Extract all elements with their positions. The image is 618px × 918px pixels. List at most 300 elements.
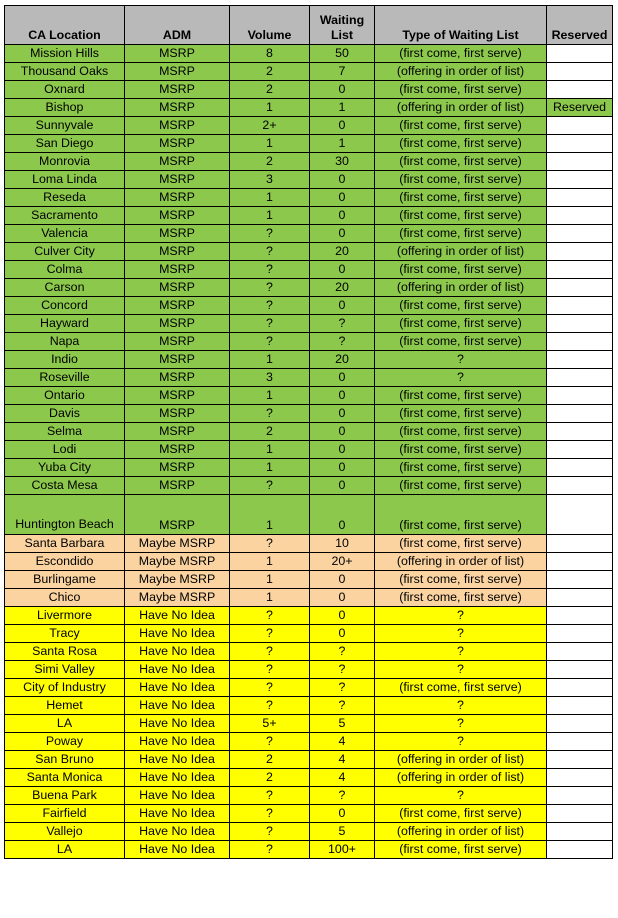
cell-adm: Maybe MSRP [125,535,230,553]
cell-type-of-waiting-list: (offering in order of list) [375,751,547,769]
table-row [5,243,613,261]
cell-waiting-list: 0 [310,607,375,625]
cell-volume: 1 [230,99,310,117]
cell-volume: ? [230,225,310,243]
cell-waiting-list: 100+ [310,841,375,859]
cell-reserved [547,207,613,225]
cell-type-of-waiting-list: (first come, first serve) [375,297,547,315]
cell-waiting-list: 0 [310,423,375,441]
table-header [5,6,613,45]
cell-type-of-waiting-list: (first come, first serve) [375,459,547,477]
cell-reserved [547,661,613,679]
cell-adm: Maybe MSRP [125,589,230,607]
cell-reserved [547,279,613,297]
cell-volume: ? [230,607,310,625]
cell-type-of-waiting-list: ? [375,625,547,643]
cell-volume: ? [230,823,310,841]
cell-volume: ? [230,261,310,279]
cell-ca-location: Costa Mesa [5,477,125,495]
cell-waiting-list: 0 [310,369,375,387]
cell-reserved [547,769,613,787]
cell-ca-location: Concord [5,297,125,315]
cell-type-of-waiting-list: ? [375,369,547,387]
cell-volume: ? [230,315,310,333]
cell-volume: ? [230,841,310,859]
cell-adm: MSRP [125,495,230,535]
cell-volume: ? [230,733,310,751]
cell-volume: 1 [230,441,310,459]
table-row [5,117,613,135]
cell-type-of-waiting-list: ? [375,351,547,369]
cell-volume: 1 [230,351,310,369]
cell-ca-location: Ontario [5,387,125,405]
cell-waiting-list: 0 [310,625,375,643]
cell-waiting-list: ? [310,661,375,679]
cell-adm: MSRP [125,423,230,441]
cell-adm: MSRP [125,45,230,63]
cell-reserved [547,553,613,571]
cell-adm: MSRP [125,369,230,387]
cell-reserved [547,477,613,495]
cell-ca-location: LA [5,715,125,733]
table-row [5,63,613,81]
cell-type-of-waiting-list: (first come, first serve) [375,207,547,225]
table-row [5,153,613,171]
cell-waiting-list: 4 [310,769,375,787]
cell-reserved [547,715,613,733]
cell-reserved [547,81,613,99]
table-row [5,607,613,625]
cell-adm: Have No Idea [125,787,230,805]
cell-adm: MSRP [125,315,230,333]
cell-volume: ? [230,661,310,679]
cell-volume: ? [230,243,310,261]
cell-type-of-waiting-list: ? [375,733,547,751]
cell-adm: MSRP [125,459,230,477]
cell-waiting-list: ? [310,679,375,697]
header-waiting-list: Waiting List [310,6,375,45]
cell-reserved [547,823,613,841]
cell-volume: 2 [230,751,310,769]
cell-type-of-waiting-list: (first come, first serve) [375,679,547,697]
cell-reserved [547,405,613,423]
cell-adm: Have No Idea [125,715,230,733]
cell-type-of-waiting-list: (offering in order of list) [375,279,547,297]
table-row [5,261,613,279]
cell-ca-location: Vallejo [5,823,125,841]
cell-reserved [547,423,613,441]
header-adm: ADM [125,6,230,45]
cell-reserved [547,787,613,805]
cell-waiting-list: 0 [310,495,375,535]
cell-volume: ? [230,297,310,315]
table-body [5,45,613,859]
cell-volume: 3 [230,171,310,189]
cell-type-of-waiting-list: (first come, first serve) [375,805,547,823]
cell-volume: ? [230,697,310,715]
cell-ca-location: Loma Linda [5,171,125,189]
cell-type-of-waiting-list: (first come, first serve) [375,441,547,459]
cell-ca-location: Buena Park [5,787,125,805]
table-row [5,441,613,459]
cell-ca-location: Reseda [5,189,125,207]
table-row [5,297,613,315]
cell-waiting-list: 7 [310,63,375,81]
cell-adm: MSRP [125,441,230,459]
cell-volume: ? [230,279,310,297]
cell-ca-location: LA [5,841,125,859]
cell-reserved [547,45,613,63]
cell-ca-location: Colma [5,261,125,279]
cell-waiting-list: 0 [310,81,375,99]
cell-waiting-list: ? [310,315,375,333]
cell-reserved [547,225,613,243]
table-row [5,571,613,589]
cell-waiting-list: 0 [310,441,375,459]
cell-adm: MSRP [125,189,230,207]
table-row [5,333,613,351]
cell-waiting-list: 0 [310,171,375,189]
cell-adm: MSRP [125,333,230,351]
cell-volume: ? [230,477,310,495]
table-row [5,495,613,535]
cell-adm: Have No Idea [125,769,230,787]
cell-ca-location: Roseville [5,369,125,387]
cell-type-of-waiting-list: (first come, first serve) [375,589,547,607]
cell-ca-location: Escondido [5,553,125,571]
cell-type-of-waiting-list: (first come, first serve) [375,333,547,351]
table-row [5,45,613,63]
cell-ca-location: Simi Valley [5,661,125,679]
cell-ca-location: Davis [5,405,125,423]
cell-type-of-waiting-list: (first come, first serve) [375,315,547,333]
cell-reserved [547,571,613,589]
cell-ca-location: Huntington Beach [5,495,125,535]
table-row [5,225,613,243]
cell-type-of-waiting-list: ? [375,715,547,733]
cell-reserved [547,117,613,135]
cell-ca-location: Sacramento [5,207,125,225]
cell-adm: MSRP [125,297,230,315]
cell-adm: Have No Idea [125,805,230,823]
header-ca-location: CA Location [5,6,125,45]
table-row [5,661,613,679]
cell-type-of-waiting-list: (first come, first serve) [375,81,547,99]
cell-ca-location: Burlingame [5,571,125,589]
cell-waiting-list: 50 [310,45,375,63]
cell-reserved [547,315,613,333]
cell-waiting-list: 1 [310,99,375,117]
cell-type-of-waiting-list: ? [375,661,547,679]
cell-waiting-list: 0 [310,589,375,607]
table-row [5,315,613,333]
cell-adm: MSRP [125,117,230,135]
cell-ca-location: Napa [5,333,125,351]
cell-ca-location: Carson [5,279,125,297]
cell-ca-location: Santa Rosa [5,643,125,661]
cell-ca-location: Santa Barbara [5,535,125,553]
cell-ca-location: Livermore [5,607,125,625]
cell-ca-location: Mission Hills [5,45,125,63]
cell-ca-location: Monrovia [5,153,125,171]
cell-type-of-waiting-list: (offering in order of list) [375,769,547,787]
cell-volume: ? [230,679,310,697]
table-row [5,679,613,697]
cell-adm: Maybe MSRP [125,553,230,571]
cell-adm: Have No Idea [125,751,230,769]
cell-volume: 1 [230,553,310,571]
cell-type-of-waiting-list: ? [375,697,547,715]
table-row [5,99,613,117]
cell-reserved [547,459,613,477]
cell-type-of-waiting-list: (first come, first serve) [375,477,547,495]
table-row [5,459,613,477]
cell-waiting-list: 10 [310,535,375,553]
cell-adm: Have No Idea [125,733,230,751]
cell-ca-location: Selma [5,423,125,441]
cell-waiting-list: 0 [310,207,375,225]
cell-volume: ? [230,535,310,553]
cell-adm: MSRP [125,261,230,279]
cell-adm: MSRP [125,477,230,495]
cell-adm: Maybe MSRP [125,571,230,589]
cell-reserved [547,135,613,153]
cell-type-of-waiting-list: (first come, first serve) [375,225,547,243]
header-type-of-waiting-list: Type of Waiting List [375,6,547,45]
cell-ca-location: Hayward [5,315,125,333]
cell-volume: 2 [230,769,310,787]
cell-adm: MSRP [125,207,230,225]
cell-volume: 8 [230,45,310,63]
table-row [5,769,613,787]
cell-ca-location: Poway [5,733,125,751]
table-row [5,405,613,423]
table-row [5,625,613,643]
table-row [5,135,613,153]
cell-volume: 1 [230,387,310,405]
table-row [5,787,613,805]
cell-reserved [547,369,613,387]
cell-type-of-waiting-list: ? [375,607,547,625]
cell-adm: Have No Idea [125,643,230,661]
table-row [5,387,613,405]
cell-type-of-waiting-list: (offering in order of list) [375,63,547,81]
cell-reserved [547,589,613,607]
cell-waiting-list: 0 [310,117,375,135]
cell-adm: Have No Idea [125,661,230,679]
cell-waiting-list: 20 [310,351,375,369]
table-row [5,823,613,841]
cell-type-of-waiting-list: (first come, first serve) [375,153,547,171]
cell-adm: Have No Idea [125,607,230,625]
cell-volume: 1 [230,135,310,153]
table-row [5,423,613,441]
cell-ca-location: City of Industry [5,679,125,697]
cell-adm: Have No Idea [125,823,230,841]
table-row [5,279,613,297]
cell-adm: MSRP [125,243,230,261]
cell-ca-location: Tracy [5,625,125,643]
table-row [5,477,613,495]
cell-type-of-waiting-list: ? [375,643,547,661]
cell-adm: Have No Idea [125,625,230,643]
cell-ca-location: Indio [5,351,125,369]
cell-reserved [547,679,613,697]
table-row [5,805,613,823]
cell-waiting-list: 20 [310,243,375,261]
table-row [5,207,613,225]
cell-reserved [547,297,613,315]
cell-volume: 1 [230,571,310,589]
cell-waiting-list: 5 [310,823,375,841]
cell-adm: MSRP [125,405,230,423]
table-row [5,553,613,571]
table-row [5,715,613,733]
cell-volume: ? [230,405,310,423]
cell-type-of-waiting-list: (offering in order of list) [375,243,547,261]
cell-waiting-list: ? [310,787,375,805]
cell-ca-location: Yuba City [5,459,125,477]
cell-waiting-list: 0 [310,405,375,423]
table-row [5,733,613,751]
cell-volume: ? [230,625,310,643]
cell-reserved [547,805,613,823]
cell-ca-location: Santa Monica [5,769,125,787]
cell-adm: MSRP [125,279,230,297]
cell-waiting-list: 4 [310,751,375,769]
cell-volume: 2 [230,63,310,81]
cell-type-of-waiting-list: (first come, first serve) [375,495,547,535]
cell-reserved [547,63,613,81]
cell-type-of-waiting-list: (first come, first serve) [375,571,547,589]
cell-type-of-waiting-list: (first come, first serve) [375,387,547,405]
cell-type-of-waiting-list: (first come, first serve) [375,535,547,553]
table-row [5,535,613,553]
cell-volume: ? [230,643,310,661]
cell-type-of-waiting-list: (first come, first serve) [375,171,547,189]
table-row [5,369,613,387]
cell-waiting-list: 30 [310,153,375,171]
cell-reserved [547,189,613,207]
table-row [5,841,613,859]
cell-adm: MSRP [125,153,230,171]
cell-waiting-list: 0 [310,297,375,315]
cell-reserved [547,333,613,351]
cell-type-of-waiting-list: (first come, first serve) [375,405,547,423]
cell-waiting-list: 0 [310,189,375,207]
cell-ca-location: Hemet [5,697,125,715]
cell-reserved [547,733,613,751]
cell-type-of-waiting-list: (offering in order of list) [375,99,547,117]
cell-waiting-list: 0 [310,261,375,279]
cell-waiting-list: 20 [310,279,375,297]
cell-waiting-list: 0 [310,805,375,823]
cell-waiting-list: 0 [310,571,375,589]
cell-volume: ? [230,333,310,351]
cell-type-of-waiting-list: ? [375,787,547,805]
cell-volume: 1 [230,459,310,477]
cell-type-of-waiting-list: (first come, first serve) [375,45,547,63]
cell-type-of-waiting-list: (first come, first serve) [375,261,547,279]
cell-volume: 2 [230,423,310,441]
cell-adm: MSRP [125,387,230,405]
table-row [5,589,613,607]
cell-waiting-list: 5 [310,715,375,733]
cell-adm: MSRP [125,81,230,99]
cell-type-of-waiting-list: (first come, first serve) [375,841,547,859]
waiting-list-table [4,5,613,859]
cell-volume: 1 [230,189,310,207]
cell-adm: Have No Idea [125,697,230,715]
cell-adm: MSRP [125,171,230,189]
header-row [5,6,613,45]
cell-ca-location: San Diego [5,135,125,153]
cell-adm: MSRP [125,99,230,117]
cell-volume: 3 [230,369,310,387]
cell-volume: 2 [230,153,310,171]
cell-ca-location: Thousand Oaks [5,63,125,81]
cell-reserved [547,625,613,643]
cell-waiting-list: ? [310,643,375,661]
cell-ca-location: Chico [5,589,125,607]
cell-volume: 2+ [230,117,310,135]
cell-reserved [547,387,613,405]
table-row [5,351,613,369]
cell-type-of-waiting-list: (first come, first serve) [375,117,547,135]
table-row [5,751,613,769]
cell-volume: 1 [230,589,310,607]
cell-ca-location: Bishop [5,99,125,117]
cell-reserved [547,751,613,769]
table-row [5,189,613,207]
header-reserved: Reserved [547,6,613,45]
cell-waiting-list: ? [310,333,375,351]
cell-reserved [547,841,613,859]
cell-type-of-waiting-list: (offering in order of list) [375,553,547,571]
cell-volume: 1 [230,495,310,535]
cell-volume: 5+ [230,715,310,733]
cell-reserved [547,441,613,459]
cell-adm: Have No Idea [125,841,230,859]
cell-ca-location: Valencia [5,225,125,243]
cell-adm: MSRP [125,63,230,81]
cell-waiting-list: 4 [310,733,375,751]
cell-type-of-waiting-list: (first come, first serve) [375,189,547,207]
cell-reserved [547,351,613,369]
cell-waiting-list: 0 [310,225,375,243]
cell-adm: MSRP [125,351,230,369]
cell-ca-location: Sunnyvale [5,117,125,135]
cell-reserved [547,697,613,715]
cell-waiting-list: 1 [310,135,375,153]
cell-waiting-list: 0 [310,459,375,477]
cell-waiting-list: 0 [310,387,375,405]
table-row [5,81,613,99]
cell-reserved [547,261,613,279]
cell-reserved [547,243,613,261]
cell-ca-location: San Bruno [5,751,125,769]
cell-reserved [547,153,613,171]
cell-adm: MSRP [125,135,230,153]
cell-waiting-list: 0 [310,477,375,495]
cell-reserved [547,535,613,553]
cell-waiting-list: 20+ [310,553,375,571]
cell-waiting-list: ? [310,697,375,715]
table-row [5,643,613,661]
cell-volume: ? [230,787,310,805]
cell-reserved [547,171,613,189]
table-row [5,171,613,189]
